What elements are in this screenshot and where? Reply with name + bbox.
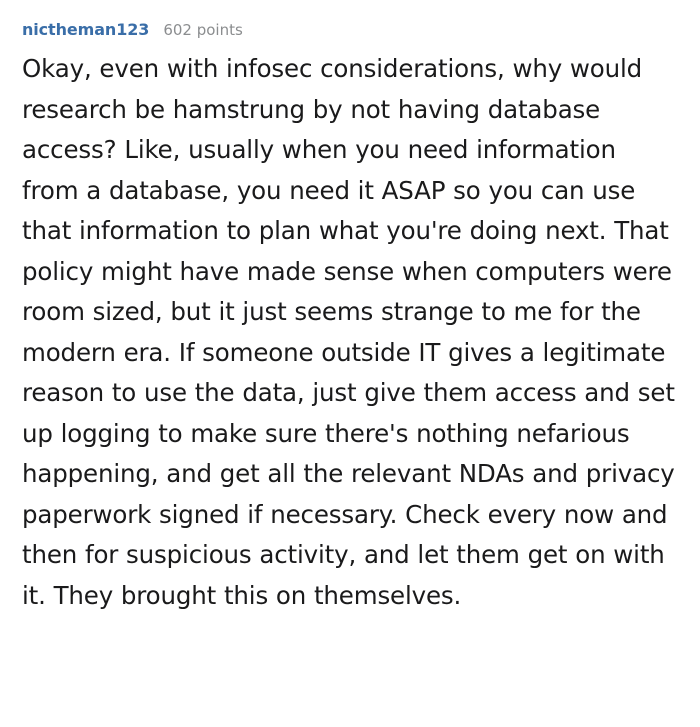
comment-body bbox=[22, 49, 678, 616]
comment-header bbox=[22, 20, 678, 39]
comment-text: Okay, even with infosec considerations, why would research be hamstrung by not having database access? Like, usually when you need information from a database, you need it ASAP so you can use that information to plan what you're doing next. That policy might have made sense when computers were room sized, but it just seems strange to me for the modern era. If someone outside IT gives a legitimate reason to use the data, just give them access and set up logging to make sure there's nothing nefarious happening, and get all the relevant NDAs and privacy paperwork signed if necessary. Check every now and then for suspicious activity, and let them get on with it. They brought this on themselves. bbox=[22, 54, 675, 610]
comment-author-link[interactable]: nictheman123 bbox=[22, 20, 150, 39]
comment-points: 602 points bbox=[163, 21, 243, 39]
